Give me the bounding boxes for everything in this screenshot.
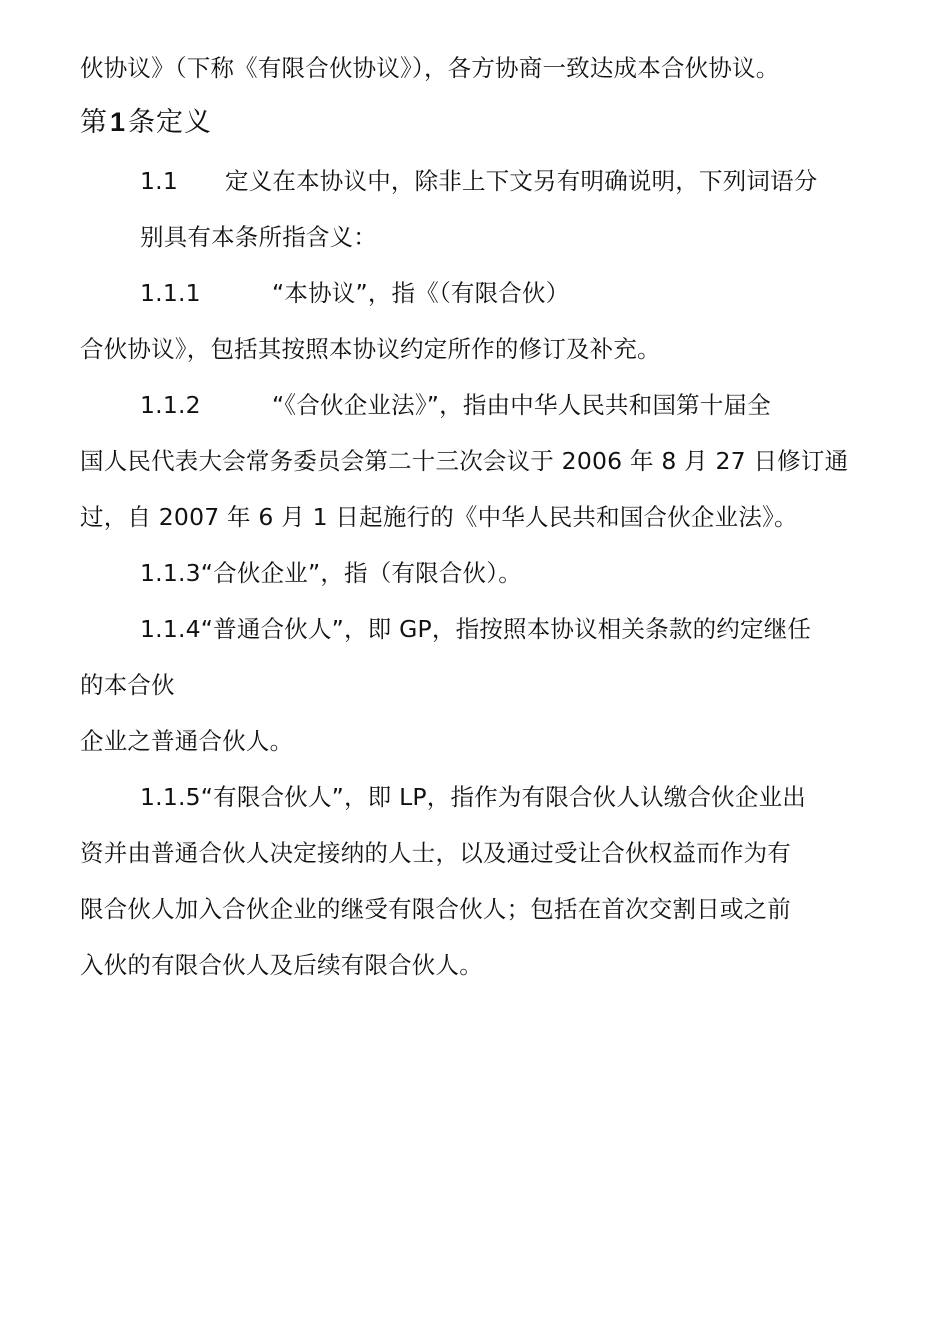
- clause-text: “《合伙企业法》”，指由中华人民共和国第十届全: [272, 391, 771, 419]
- clause-1-1-5-line-1: 1.1.5“有限合伙人”，即 LP，指作为有限合伙人认缴合伙企业出: [140, 783, 806, 811]
- clause-1-1-line-1: [140, 165, 880, 197]
- clause-1-1-2-line-3: 过，自 2007 年 6 月 1 日起施行的《中华人民共和国合伙企业法》。: [80, 503, 798, 531]
- article-heading-number: 1: [110, 107, 127, 137]
- clause-text: “本协议”，指《（有限合伙）: [272, 279, 570, 307]
- clause-1-1-4-line-3: 企业之普通合伙人。: [80, 727, 294, 755]
- clause-1-1-2-line-1: [140, 389, 880, 421]
- clause-1-1-4-line-2: 的本合伙: [80, 671, 175, 699]
- clause-1-1-5-line-3: 限合伙人加入合伙企业的继受有限合伙人；包括在首次交割日或之前: [80, 895, 791, 923]
- clause-1-1-5-line-2: 资并由普通合伙人决定接纳的人士，以及通过受让合伙权益而作为有: [80, 839, 791, 867]
- clause-number: 1.1.2: [140, 391, 201, 419]
- clause-1-1-2-line-2: 国人民代表大会常务委员会第二十三次会议于 2006 年 8 月 27 日修订通: [80, 447, 849, 475]
- clause-1-1-3-line-1: 1.1.3“合伙企业”，指（有限合伙）。: [140, 559, 522, 587]
- clause-1-1-1-line-1: [140, 277, 880, 309]
- intro-line: 伙协议》（下称《有限合伙协议》），各方协商一致达成本合伙协议。: [80, 54, 780, 82]
- clause-1-1-line-2: 别具有本条所指含义：: [140, 223, 377, 251]
- article-heading-suffix: 条定义: [128, 107, 213, 138]
- clause-1-1-4-line-1: 1.1.4“普通合伙人”，即 GP，指按照本协议相关条款的约定继任: [140, 615, 812, 643]
- article-heading: [80, 104, 212, 141]
- clause-text: 定义在本协议中，除非上下文另有明确说明，下列词语分: [225, 167, 818, 195]
- clause-number: 1.1: [140, 167, 178, 195]
- clause-1-1-5-line-4: 入伙的有限合伙人及后续有限合伙人。: [80, 951, 483, 979]
- clause-number: 1.1.1: [140, 279, 201, 307]
- clause-1-1-1-line-2: 合伙协议》，包括其按照本协议约定所作的修订及补充。: [80, 335, 661, 363]
- article-heading-prefix: 第: [80, 107, 108, 138]
